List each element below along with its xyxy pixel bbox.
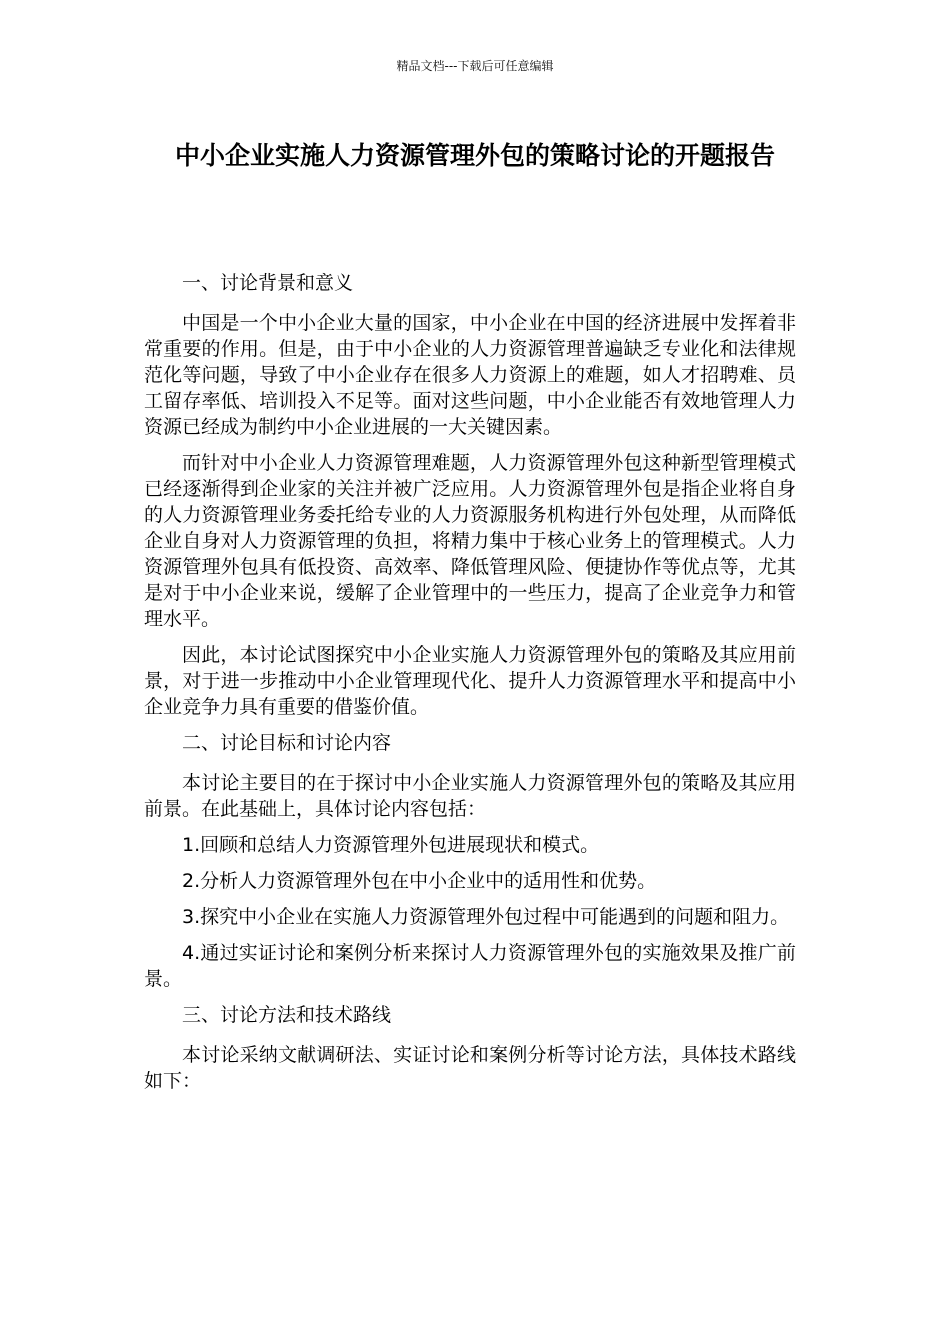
list-item: 4.通过实证讨论和案例分析来探讨人力资源管理外包的实施效果及推广前景。 xyxy=(144,942,796,990)
header-note: 精品文档---下载后可任意编辑 xyxy=(396,59,554,73)
document-body xyxy=(144,270,796,1104)
paragraph: 本讨论采纳文献调研法、实证讨论和案例分析等讨论方法，具体技术路线如下： xyxy=(144,1044,796,1092)
document-title: 中小企业实施人力资源管理外包的策略讨论的开题报告 xyxy=(174,141,775,170)
list-item: 2.分析人力资源管理外包在中小企业中的适用性和优势。 xyxy=(182,870,657,892)
section-heading-2: 二、讨论目标和讨论内容 xyxy=(182,732,392,754)
list-item: 1.回顾和总结人力资源管理外包进展现状和模式。 xyxy=(182,834,600,856)
paragraph: 本讨论主要目的在于探讨中小企业实施人力资源管理外包的策略及其应用前景。在此基础上，具体讨论内容包括： xyxy=(144,772,796,820)
paragraph: 因此，本讨论试图探究中小企业实施人力资源管理外包的策略及其应用前景，对于进一步推动中小企业管理现代化、提升人力资源管理水平和提高中小企业竞争力具有重要的借鉴价值。 xyxy=(144,644,796,718)
section-heading-1: 一、讨论背景和意义 xyxy=(182,272,354,294)
section-heading-3: 三、讨论方法和技术路线 xyxy=(182,1004,392,1026)
list-item: 3.探究中小企业在实施人力资源管理外包过程中可能遇到的问题和阻力。 xyxy=(182,906,790,928)
paragraph: 而针对中小企业人力资源管理难题，人力资源管理外包这种新型管理模式已经逐渐得到企业家的关注并被广泛应用。人力资源管理外包是指企业将自身的人力资源管理业务委托给专业的人力资源服务机构进行外包处理，从而降低企业自身对人力资源管理的负担，将精力集中于核心业务上的管理模式。人力资源管理外包具有低投资、高效率、降低管理风险、便捷协作等优点等，尤其是对于中小企业来说，缓解了企业管理中的一些压力，提高了企业竞争力和管理水平。 xyxy=(144,452,796,630)
paragraph: 中国是一个中小企业大量的国家，中小企业在中国的经济进展中发挥着非常重要的作用。但是，由于中小企业的人力资源管理普遍缺乏专业化和法律规范化等问题，导致了中小企业存在很多人力资源上的难题，如人才招聘难、员工留存率低、培训投入不足等。面对这些问题，中小企业能否有效地管理人力资源已经成为制约中小企业进展的一大关键因素。 xyxy=(144,312,796,438)
